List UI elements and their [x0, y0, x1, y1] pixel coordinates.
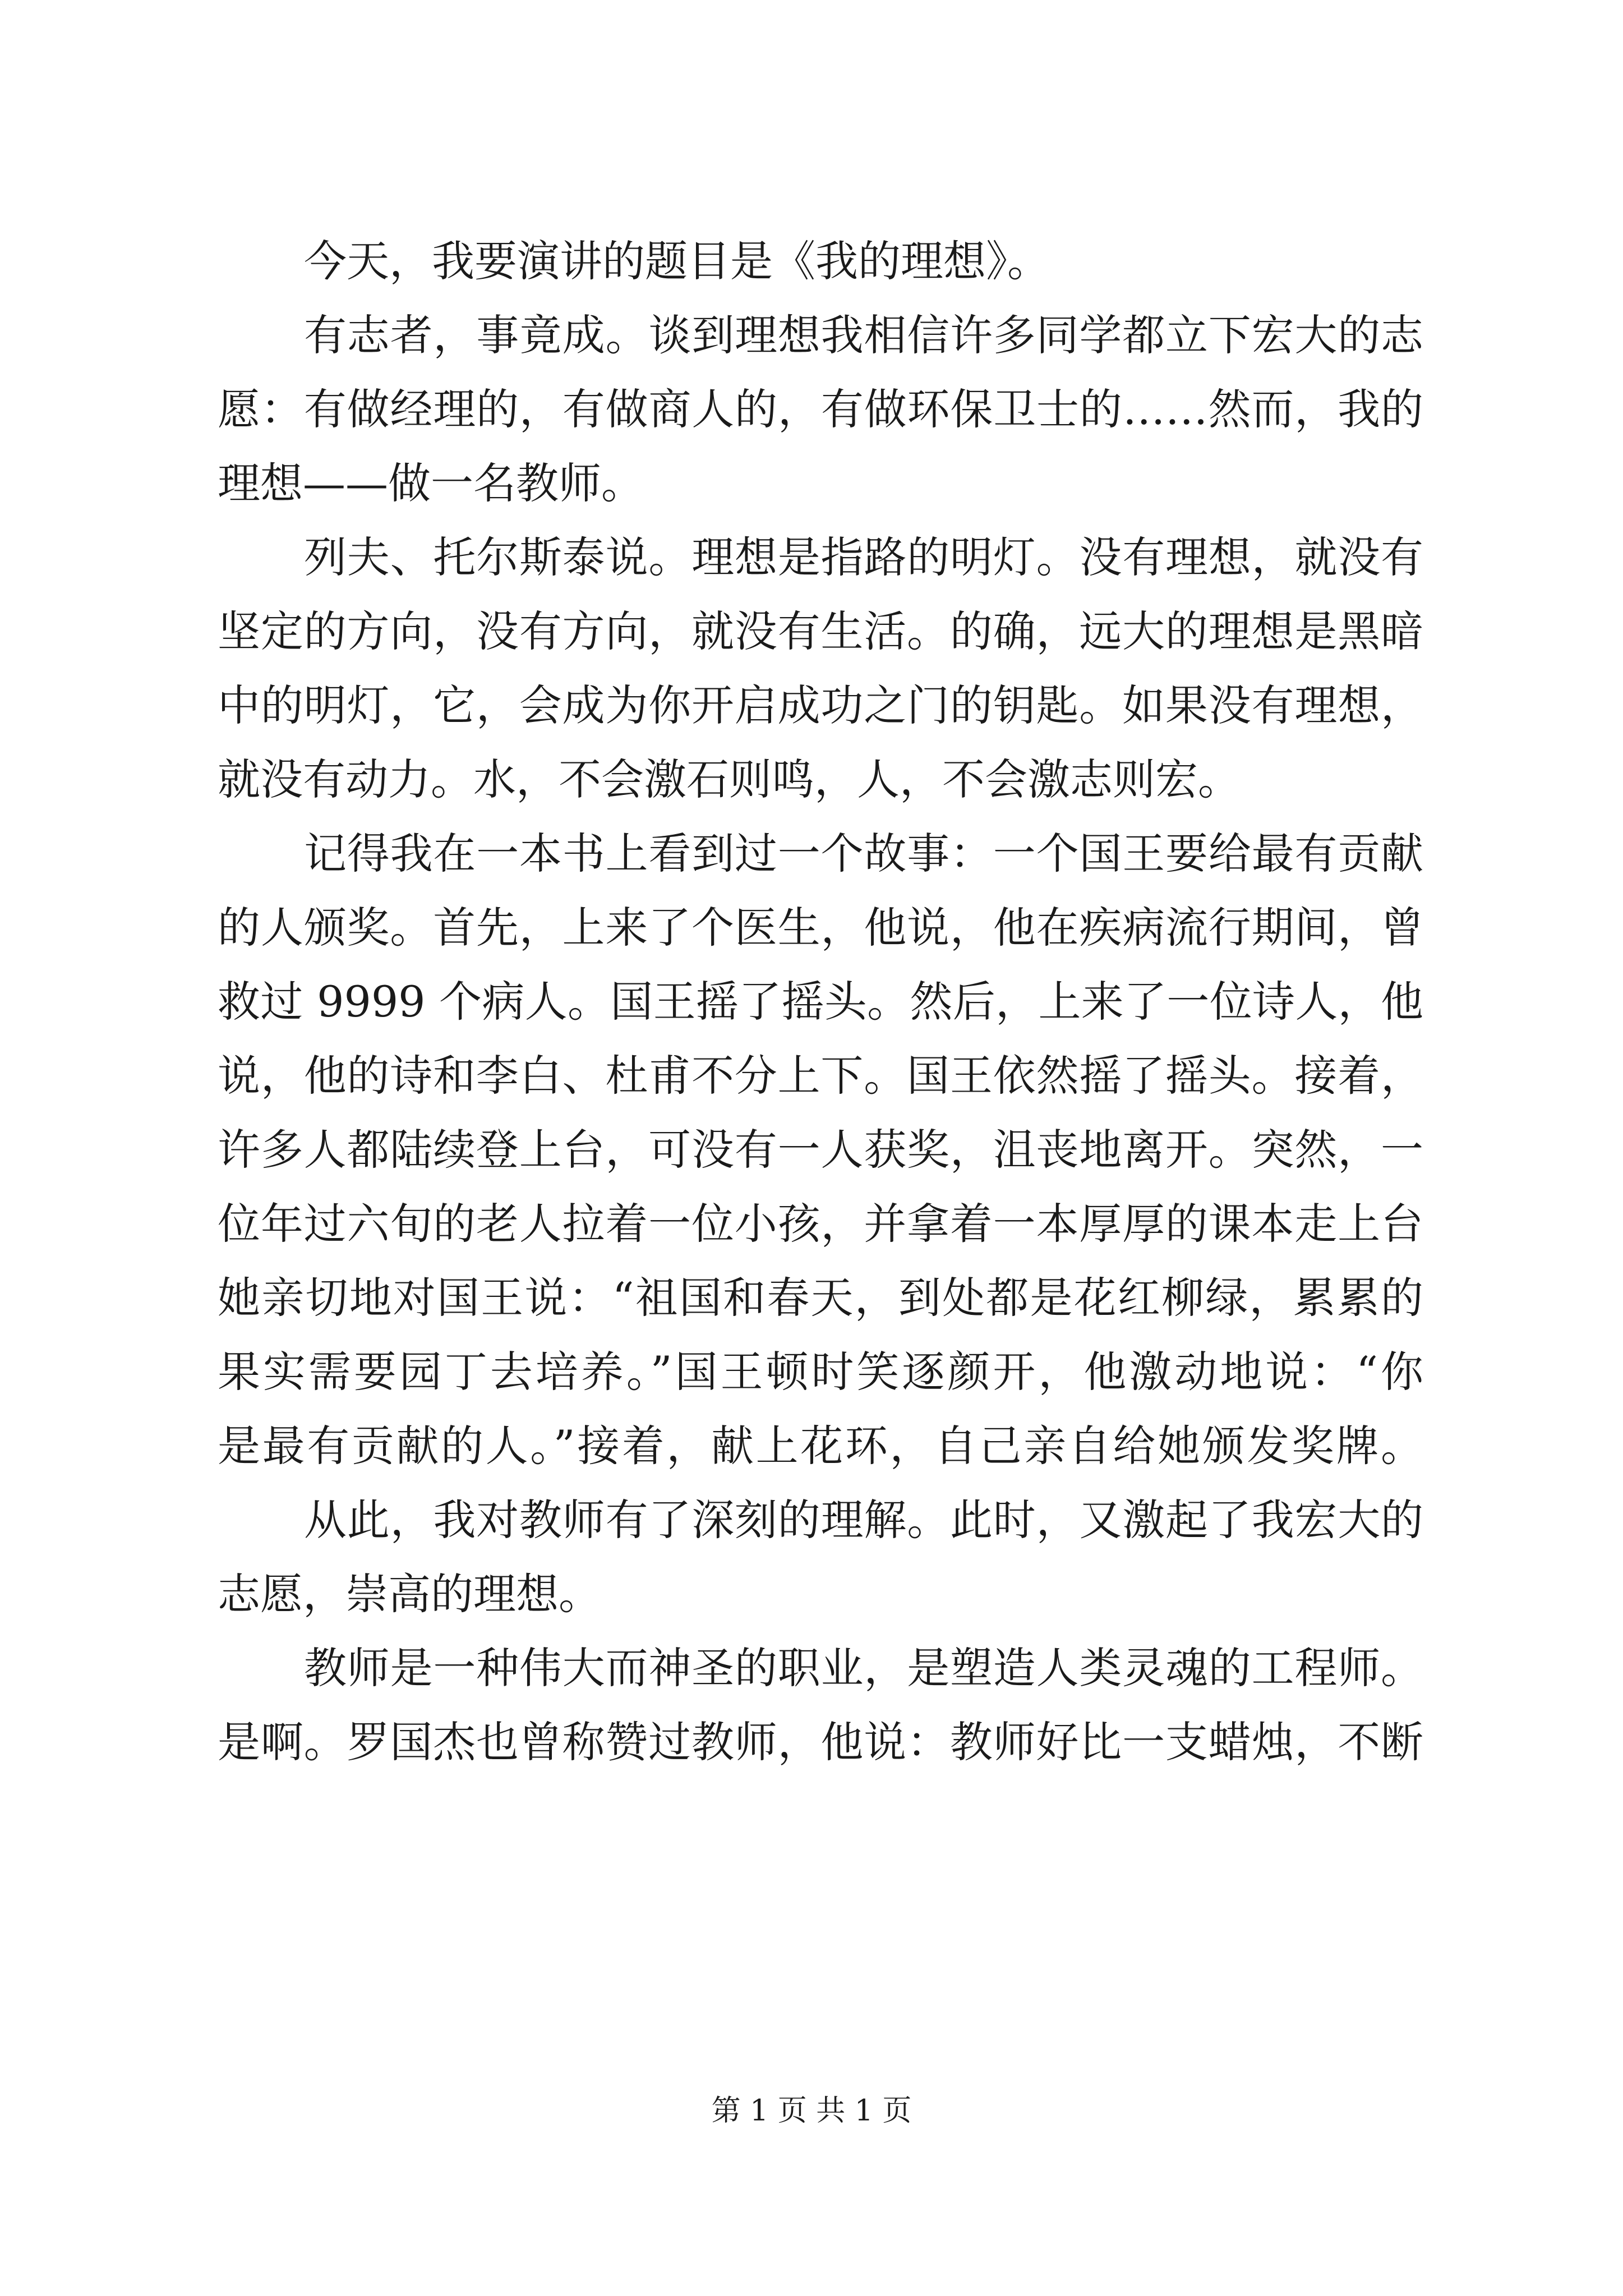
paragraph-line: 是啊。罗国杰也曾称赞过教师，他说：教师好比一支蜡烛，不断 [218, 1717, 1423, 1767]
paragraph-line: 救过 9999 个病人。国王摇了摇头。然后，上来了一位诗人，他 [218, 977, 1423, 1027]
paragraph-line: 有志者，事竟成。谈到理想我相信许多同学都立下宏大的志 [304, 310, 1423, 360]
document-body [218, 224, 1423, 1779]
paragraph-line: 说，他的诗和李白、杜甫不分上下。国王依然摇了摇头。接着， [218, 1051, 1423, 1101]
paragraph-line: 教师是一种伟大而神圣的职业，是塑造人类灵魂的工程师。 [304, 1643, 1423, 1693]
paragraph-line: 是最有贡献的人。”接着，献上花环，自己亲自给她颁发奖牌。 [218, 1421, 1423, 1471]
paragraph-line: 志愿，崇高的理想。 [218, 1569, 601, 1619]
paragraph-line: 坚定的方向，没有方向，就没有生活。的确，远大的理想是黑暗 [218, 606, 1423, 656]
paragraph-line: 愿：有做经理的，有做商人的，有做环保卫士的……然而，我的 [218, 384, 1423, 434]
paragraph-line: 理想——做一名教师。 [218, 458, 644, 508]
paragraph-line: 果实需要园丁去培养。”国王顿时笑逐颜开，他激动地说：“你 [218, 1347, 1423, 1397]
page-footer: 第 1 页 共 1 页 [711, 2094, 912, 2128]
paragraph-line: 中的明灯，它，会成为你开启成功之门的钥匙。如果没有理想， [218, 680, 1423, 730]
paragraph-line: 列夫、托尔斯泰说。理想是指路的明灯。没有理想，就没有 [304, 532, 1423, 582]
paragraph-line: 位年过六旬的老人拉着一位小孩，并拿着一本厚厚的课本走上台 [218, 1199, 1423, 1249]
paragraph-line: 从此，我对教师有了深刻的理解。此时，又激起了我宏大的 [304, 1495, 1423, 1545]
paragraph-line: 就没有动力。水，不会激石则鸣，人，不会激志则宏。 [218, 754, 1241, 804]
paragraph-line: 今天，我要演讲的题目是《我的理想》。 [304, 236, 1050, 286]
paragraph-line: 记得我在一本书上看到过一个故事：一个国王要给最有贡献 [304, 829, 1423, 878]
paragraph-line: 的人颁奖。首先，上来了个医生，他说，他在疾病流行期间，曾 [218, 903, 1423, 953]
paragraph-line: 许多人都陆续登上台，可没有一人获奖，沮丧地离开。突然，一 [218, 1125, 1423, 1175]
paragraph-line: 她亲切地对国王说：“祖国和春天，到处都是花红柳绿，累累的 [218, 1273, 1423, 1323]
